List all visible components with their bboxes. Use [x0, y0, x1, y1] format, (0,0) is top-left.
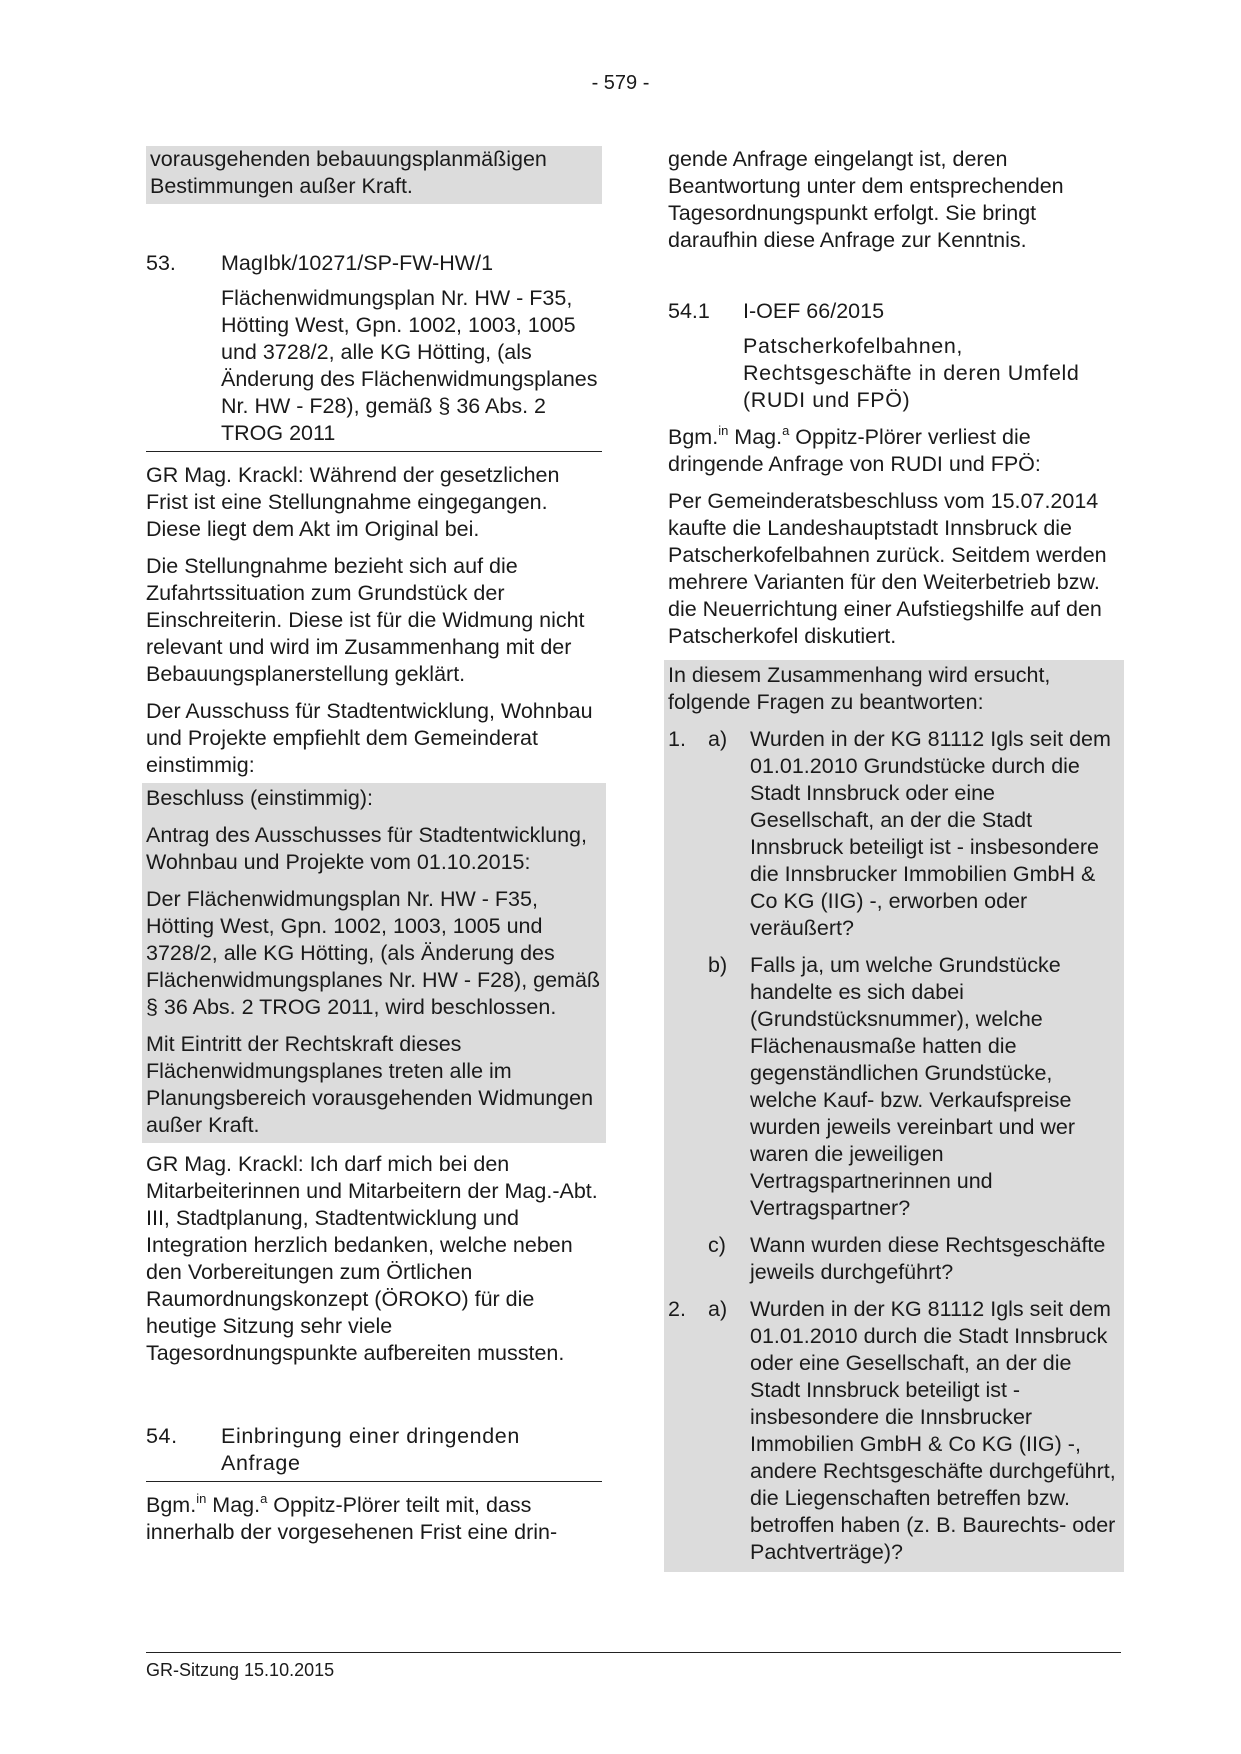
question-item: 2. a) Wurden in der KG 81112 Igls seit dem 01.01.2010 durch die Stadt Innsbruck oder eine Gesellschaft, an der die Stadt Innsbruck beteiligt ist - insbesondere die Innsbrucker Immobilien GmbH & Co KG (IIG) -, andere Rechtsgeschäfte durchgeführt, die Liegenschaften betreffen bzw. betroffen haben (z. B. Baurechts- oder Pachtverträge)? [668, 1297, 1116, 1564]
agenda-item-54 [146, 1423, 602, 1482]
footer-rule [146, 1652, 1121, 1653]
decision-text: Der Flächenwidmungsplan Nr. HW - F35, Hötting West, Gpn. 1002, 1003, 1005 und 3728/2, alle KG Hötting, (als Änderung des Flächenwidmungsplanes Nr. HW - F28), gemäß § 36 Abs. 2 TROG 2011, wird beschlossen. [146, 887, 601, 1019]
inquiry-intro: In diesem Zusammenhang wird ersucht, folgende Fragen zu beantworten: [668, 663, 1051, 714]
item-number: 54. [146, 1424, 178, 1448]
page-number: - 579 - [591, 72, 650, 94]
question-item: c) Wann wurden diese Rechtsgeschäfte jeweils durchgeführt? [708, 1233, 1106, 1284]
question-item: b) Falls ja, um welche Grundstücke handelte es sich dabei (Grundstücksnummer), welche Flächenausmaße hatten die gegenständlichen Grundstücke, welche Kauf- bzw. Verkaufspreise wurden jeweils vereinbart und wer waren die jeweiligen Vertragspartnerinnen und Vertragspartner? [708, 953, 1076, 1220]
paragraph: GR Mag. Krackl: Ich darf mich bei den Mitarbeiterinnen und Mitarbeitern der Mag.-Abt. III, Stadtplanung, Stadtentwicklung und Integration herzlich bedanken, welche neben den Vorbereitungen zum Örtlichen Raumordnungskonzept (ÖROKO) für die heutige Sitzung sehr viele Tagesordnungspunkte aufbereiten mussten. [146, 1152, 598, 1365]
paragraph: Bgm.$^{in}$ Mag.$^a$ Oppitz-Plörer verliest die dringende Anfrage von RUDI und FPÖ: [668, 423, 1041, 476]
resolution-heading: Beschluss (einstimmig): [146, 786, 373, 810]
inquiry-block [664, 660, 1124, 1572]
paragraph: gende Anfrage eingelangt ist, deren Beantwortung unter dem entsprechenden Tagesordnungspunkt erfolgt. Sie bringt daraufhin diese Anfrage zur Kenntnis. [668, 147, 1064, 252]
agenda-item-53 [146, 250, 602, 452]
paragraph: Per Gemeinderatsbeschluss vom 15.07.2014 kaufte die Landeshauptstadt Innsbruck die Patscherkofelbahnen zurück. Seitdem werden mehrere Varianten für den Weiterbetrieb bzw. die Neuerrichtung einer Aufstiegshilfe auf den Patscherkofel diskutiert. [668, 489, 1107, 648]
shaded-continuation: vorausgehenden bebauungsplanmäßigen Bestimmungen außer Kraft. [146, 146, 602, 204]
motion-text: Antrag des Ausschusses für Stadtentwicklung, Wohnbau und Projekte vom 01.10.2015: [146, 823, 587, 874]
item-number: 53. [146, 251, 176, 275]
footer-text: GR-Sitzung 15.10.2015 [146, 1660, 335, 1680]
legal-force-text: Mit Eintritt der Rechtskraft dieses Flächenwidmungsplanes treten alle im Planungsbereich vorausgehenden Widmungen außer Kraft. [146, 1032, 594, 1137]
item-number: 54.1 [668, 299, 710, 323]
right-column [668, 146, 1120, 1572]
item-reference: I-OEF 66/2015 [743, 299, 885, 323]
item-reference: MagIbk/10271/SP-FW-HW/1 [221, 251, 494, 275]
paragraph: Bgm.$^{in}$ Mag.$^a$ Oppitz-Plörer teilt mit, dass innerhalb der vorgesehenen Frist eine drin- [146, 1491, 558, 1544]
paragraph: Die Stellungnahme bezieht sich auf die Zufahrtssituation zum Grundstück der Einschreiterin. Diese ist für die Widmung nicht relevant und wird im Zusammenhang mit der Bebauungsplanerstellung geklärt. [146, 554, 585, 686]
agenda-item-54-1 [668, 298, 1120, 414]
item-title: Einbringung einer dringenden Anfrage [221, 1424, 520, 1475]
paragraph: GR Mag. Krackl: Während der gesetzlichen Frist ist eine Stellungnahme eingegangen. Diese liegt dem Akt im Original bei. [146, 463, 560, 541]
item-title: Patscherkofelbahnen, Rechtsgeschäfte in deren Umfeld (RUDI und FPÖ) [743, 334, 1080, 412]
question-list [668, 726, 1120, 1566]
item-title: Flächenwidmungsplan Nr. HW - F35, Hötting West, Gpn. 1002, 1003, 1005 und 3728/2, alle KG Hötting, (als Änderung des Flächenwidmungsplanes Nr. HW - F28), gemäß § 36 Abs. 2 TROG 2011 [221, 286, 598, 445]
resolution-block [142, 783, 606, 1143]
left-column [146, 146, 602, 1556]
question-item: 1. a) Wurden in der KG 81112 Igls seit dem 01.01.2010 Grundstücke durch die Stadt Innsbruck oder eine Gesellschaft, an der die Stadt Innsbruck beteiligt ist - insbesondere die Innsbrucker Immobilien GmbH & Co KG (IIG) -, erworben oder veräußert? [668, 727, 1111, 940]
paragraph: Der Ausschuss für Stadtentwicklung, Wohnbau und Projekte empfiehlt dem Gemeinderat einstimmig: [146, 699, 593, 777]
